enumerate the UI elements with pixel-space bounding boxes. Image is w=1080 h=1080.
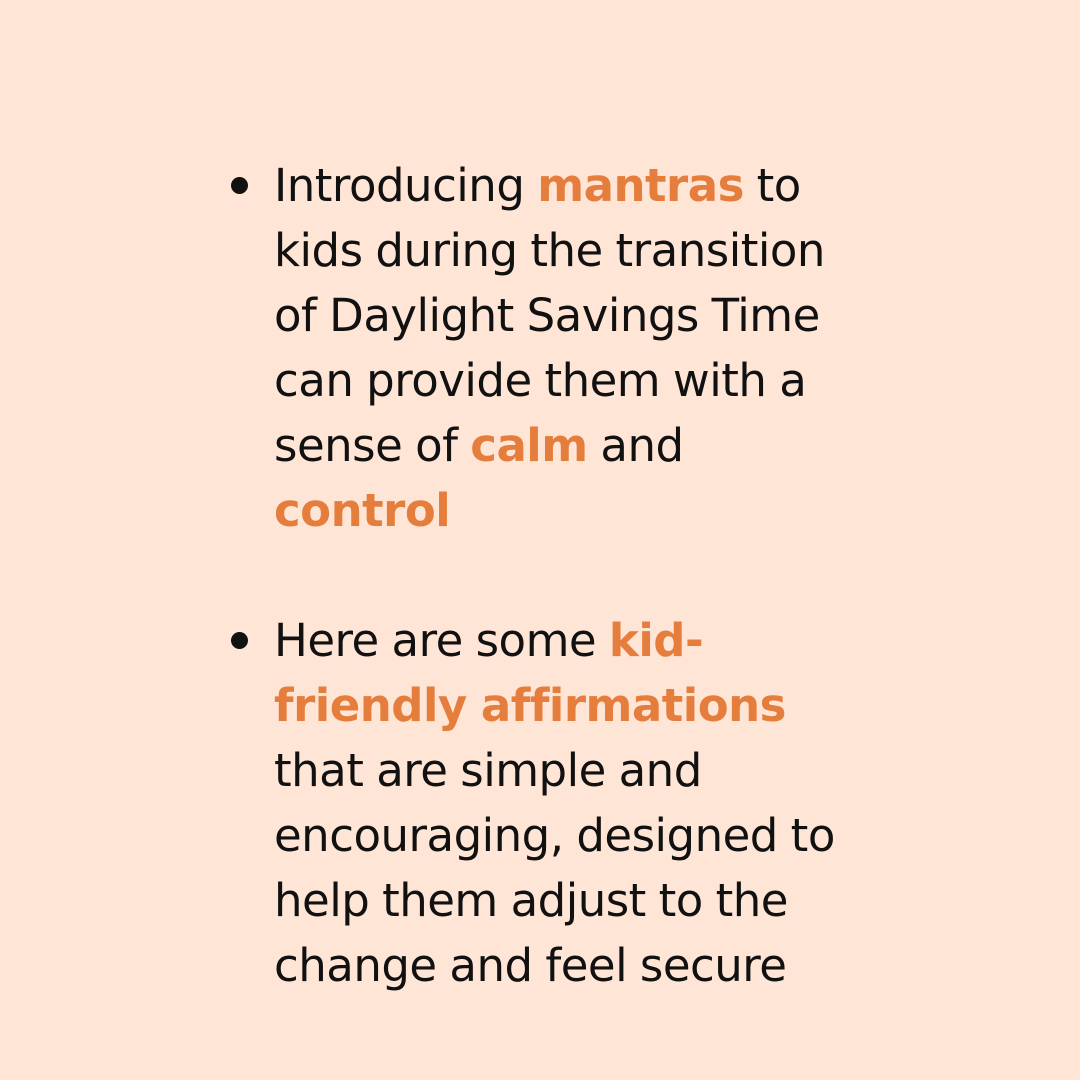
bullet-text-intro: Introducing [274, 159, 538, 212]
highlight-control: control [274, 484, 451, 537]
bullet-content [228, 153, 868, 998]
highlight-mantras: mantras [537, 159, 744, 212]
bullet-item-mantras [228, 153, 868, 543]
highlight-kid-friendly-affirmations: kid-friendly affirmations [274, 614, 786, 732]
bullet-text-simple-encouraging: that are simple and encouraging, designed to help them adjust to the change and feel secure [274, 744, 835, 992]
bullet-text-here-are-some: Here are some [274, 614, 609, 667]
bullet-text-transition: to kids during the transition of Daylight Savings Time can provide them with a sense of [274, 159, 825, 472]
bullet-item-affirmations [228, 608, 868, 998]
highlight-calm: calm [470, 419, 588, 472]
bullet-dot-icon [231, 632, 248, 649]
bullet-dot-icon [231, 177, 248, 194]
bullet-list [228, 153, 868, 998]
bullet-text-and: and [587, 419, 684, 472]
